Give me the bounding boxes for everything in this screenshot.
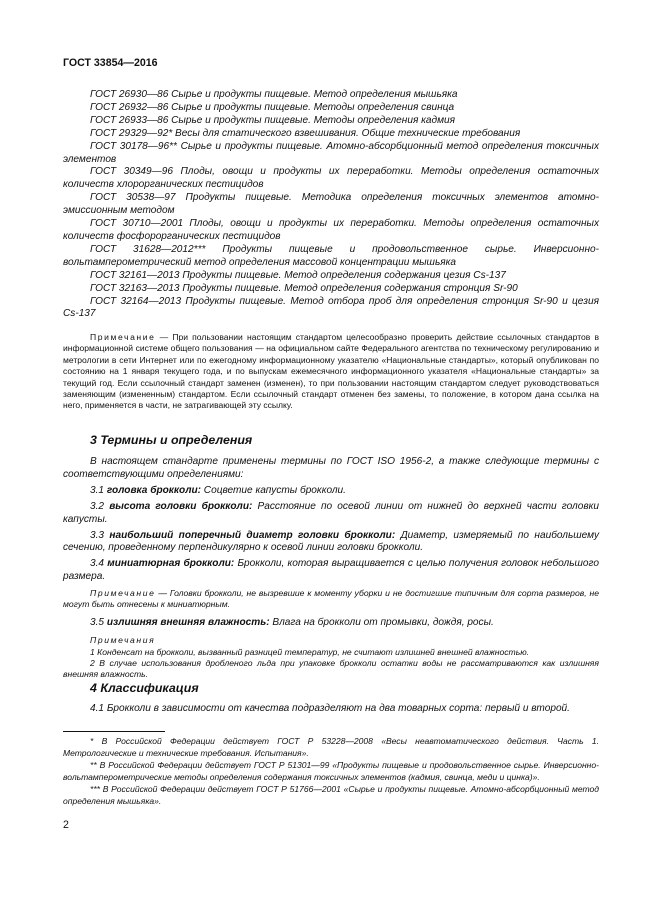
terms-intro: В настоящем стандарте применены термины по ГОСТ ISO 1956-2, а также следующие термины с соответствующими определениями: — [63, 456, 599, 480]
reference-item: ГОСТ 30538—97 Продукты пищевые. Методика определения токсичных элементов атомно-эмиссионным методом — [63, 192, 599, 217]
footnotes — [63, 736, 599, 809]
note-item: 1 Конденсат на брокколи, вызванный разницей температур, не считают излишней внешней влажностью. — [90, 646, 530, 657]
term-name: наибольший поперечный диаметр головки брокколи: — [109, 529, 396, 541]
term-number: 3.1 — [90, 484, 107, 496]
note-text: — При пользовании настоящим стандартом целесообразно проверить действие ссылочных стандартов в информационной системе общего пользования — на официальном сайте Федерального агентства по техническому регулированию и метрологии в сети Интернет или по ежегодному информационному указателю «Национальные стандарты», который опубликован по состоянию на 1 января текущего года, и по выпускам ежемесячного информационного указателя «Национальные стандарты» за текущий год. Если ссылочный стандарт заменен (изменен), то при пользовании настоящим стандартом следует руководствоваться заменяющим (измененным) стандартом. Если ссылочный стандарт отменен без замены, то положение, в котором дана ссылка на него, применяется в части, не затрагивающей эту ссылку. — [63, 332, 599, 411]
footnote-divider — [63, 731, 165, 732]
terms-section — [63, 456, 599, 683]
notes-label: Примечания — [90, 635, 156, 646]
reference-item: ГОСТ 31628—2012*** Продукты пищевые и продовольственное сырье. Инверсионно-вольтамперометрический метод определения массовой концентрации мышьяка — [63, 243, 599, 268]
term-definition: Соцветие капусты брокколи. — [201, 484, 346, 496]
term-number: 3.5 — [90, 616, 107, 628]
term-number: 3.4 — [90, 558, 108, 570]
term-3-5 — [63, 617, 599, 630]
reference-item: ГОСТ 29329—92* Весы для статического взвешивания. Общие технические требования — [90, 127, 521, 139]
term-number: 3.3 — [90, 529, 110, 541]
reference-item: ГОСТ 30710—2001 Плоды, овощи и продукты их переработки. Методы определения остаточных количеств фосфорорганических пестицидов — [63, 218, 599, 242]
reference-item: ГОСТ 30178—96** Сырье и продукты пищевые. Атомно-абсорбционный метод определения токсичных элементов — [63, 140, 599, 165]
note-text: — Головки брокколи, не вызревшие к моменту уборки и не достигшие типичным для сорта размеров, не могут быть отнесены к миниатюрным. — [63, 588, 599, 610]
term-name: излишняя внешняя влажность: — [106, 616, 270, 628]
term-3-2 — [63, 501, 599, 527]
term-name: высота головки брокколи: — [109, 500, 253, 512]
term-name: миниатюрная брокколи: — [107, 558, 235, 570]
reference-item: ГОСТ 32164—2013 Продукты пищевые. Метод отбора проб для определения стронция Sr-90 и цезия Cs-137 — [63, 295, 599, 320]
term-3-4 — [63, 558, 599, 584]
term-name: головка брокколи: — [106, 484, 201, 496]
reference-item: ГОСТ 32161—2013 Продукты пищевые. Метод определения содержания цезия Cs-137 — [90, 269, 506, 281]
section-4-title: 4 Классификация — [90, 681, 199, 695]
footnote-item: *** В Российской Федерации действует ГОСТ Р 51766—2001 «Сырье и продукты пищевые. Атомно-абсорбционный метод определения мышьяка». — [63, 784, 599, 806]
reference-item: ГОСТ 26930—86 Сырье и продукты пищевые. Метод определения мышьяка — [90, 89, 458, 100]
term-definition: Диаметр, измеряемый по наибольшему сечению, проведенному перпендикулярно к осевой линии головки брокколи. — [63, 529, 599, 554]
term-number: 3.2 — [90, 500, 110, 512]
term-3-1 — [63, 485, 599, 498]
reference-item: ГОСТ 26933—86 Сырье и продукты пищевые. Методы определения кадмия — [90, 114, 456, 126]
normative-references — [63, 89, 599, 321]
page-number: 2 — [63, 819, 69, 831]
reference-item: ГОСТ 26932—86 Сырье и продукты пищевые. Методы определения свинца — [90, 101, 455, 113]
footnote-item: ** В Российской Федерации действует ГОСТ Р 51301—99 «Продукты пищевые и продовольственное сырье. Инверсионно-вольтамперометрические методы определения содержания токсичных элементов (кадмия, свинца, меди и цинка)». — [63, 760, 599, 782]
term-definition: Брокколи, которая выращивается с целью получения головок небольшого размера. — [63, 558, 599, 583]
section-3-title: 3 Термины и определения — [90, 433, 253, 447]
term-definition: Влага на брокколи от промывки, дождя, росы. — [269, 616, 494, 628]
term-note — [63, 588, 599, 610]
footnote-item: * В Российской Федерации действует ГОСТ Р 53228—2008 «Весы неавтоматического действия. Часть 1. Метрологические и технические требования. Испытания». — [63, 736, 599, 758]
classification-section — [63, 703, 599, 716]
note-label: Примечание — [90, 332, 156, 342]
classification-paragraph: 4.1 Брокколи в зависимости от качества подразделяют на два товарных сорта: первый и второй. — [90, 703, 570, 714]
term-3-3 — [63, 530, 599, 556]
reference-item: ГОСТ 32163—2013 Продукты пищевые. Метод определения содержания стронция Sr-90 — [90, 282, 518, 294]
references-note — [63, 332, 599, 412]
reference-item: ГОСТ 30349—96 Плоды, овощи и продукты их переработки. Методы определения остаточных количеств хлорорганических пестицидов — [63, 166, 599, 191]
term-definition: Расстояние по осевой линии от нижней до верхней части головки капусты. — [63, 500, 599, 525]
page-header: ГОСТ 33854—2016 — [63, 57, 158, 69]
note-label: Примечание — [90, 588, 156, 599]
note-item: 2 В случае использования дробленого льда при упаковке брокколи остатки воды не рассматриваются как излишняя внешняя влажность. — [63, 657, 599, 680]
